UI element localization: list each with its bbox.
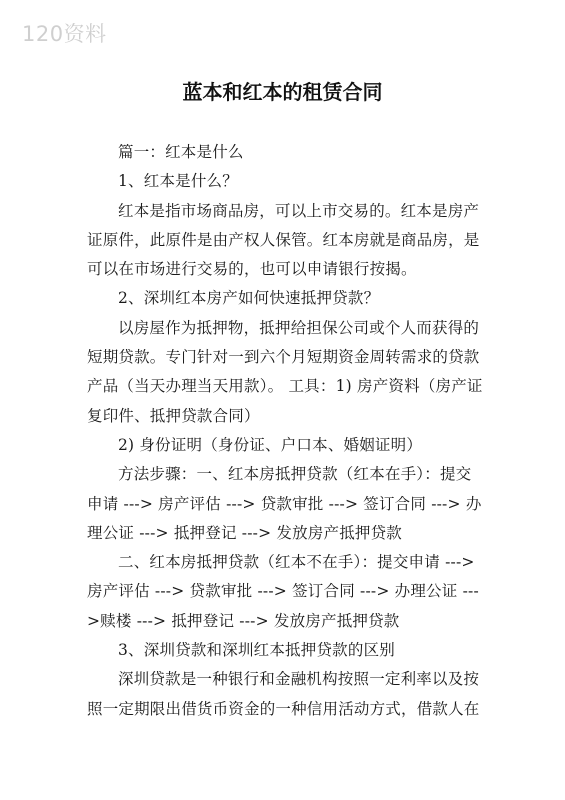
watermark: 120资料 bbox=[22, 22, 107, 46]
body-paragraph: 以房屋作为抵押物，抵押给担保公司或个人而获得的短期贷款。专门针对一到六个月短期资金周转需求的贷款产品（当天办理当天用款）。 工具：1) 房产资料（房产证复印件、抵押贷款合同） bbox=[87, 318, 483, 425]
document-body bbox=[87, 138, 483, 724]
question-heading: 1、红本是什么？ bbox=[118, 172, 238, 191]
body-paragraph: 红本是指市场商品房，可以上市交易的。红本是房产证原件，此原件是由产权人保管。红本房就是商品房，是可以在市场进行交易的，也可以申请银行按揭。 bbox=[87, 201, 480, 279]
body-paragraph: 二、红本房抵押贷款（红本不在手）：提交申请 ---> 房产评估 ---> 贷款审批 ---> 签订合同 ---> 办理公证 --->赎楼 ---> 抵押登记 ---> 发放房产抵押贷款 bbox=[87, 553, 480, 630]
body-paragraph: 方法步骤：一、红本房抵押贷款（红本在手）：提交申请 ---> 房产评估 ---> 贷款审批 ---> 签订合同 ---> 办理公证 ---> 抵押登记 ---> 发放房产抵押贷款 bbox=[87, 465, 482, 542]
body-paragraph: 2) 身份证明（身份证、户口本、婚姻证明） bbox=[118, 435, 423, 454]
body-paragraph: 深圳贷款是一种银行和金融机构按照一定利率以及按照一定期限出借货币资金的一种信用活动方式，借款人在 bbox=[87, 670, 480, 718]
section-heading: 篇一：红本是什么 bbox=[118, 143, 244, 161]
question-heading: 3、深圳贷款和深圳红本抵押贷款的区别 bbox=[118, 641, 395, 660]
question-heading: 2、深圳红本房产如何快速抵押贷款？ bbox=[118, 289, 380, 308]
document-title: 蓝本和红本的租赁合同 bbox=[182, 80, 383, 104]
